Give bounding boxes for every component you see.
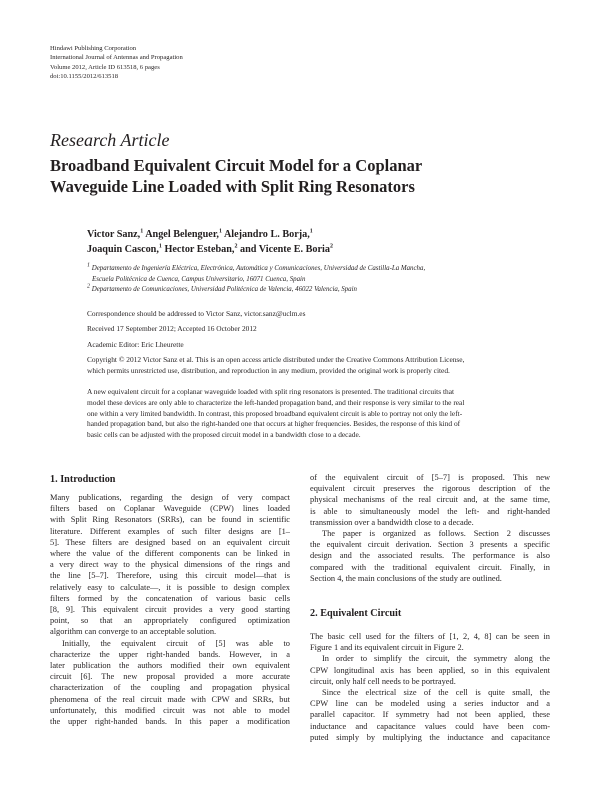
academic-editor: Academic Editor: Eric Lheurette [87,340,184,349]
body-text-line: later publication the authors modified their own equivalent [50,661,290,671]
affiliation-marker: 2 [329,243,333,250]
body-text-line: characterize the upper right-handed bands. However, in a [50,649,290,659]
correspondence: Correspondence should be addressed to Victor Sanz, victor.sanz@uclm.es [87,309,306,318]
body-text-line: point, so that an appropriately configured optimization [50,616,290,626]
body-text-line: Initially, the equivalent circuit of [5] was able to [62,638,290,648]
body-text-line: inductance and capacitance values could have been com- [310,721,550,731]
section-heading-equivalent-circuit: 2. Equivalent Circuit [310,608,402,619]
copyright-line: which permits unrestricted use, distribution, and reproduction in any medium, provided the original work is properly cited. [87,365,450,375]
body-text-line: CPW longitudinal axis has been applied, so in this equivalent [310,665,550,675]
body-text-line: transmission over a bandwidth close to a decade. [310,517,474,527]
journal-name: International Journal of Antennas and Propagation [50,54,183,62]
body-text-line: with Split Ring Resonators (SRRs), can be found in scientific [50,515,290,525]
affiliation-line [87,275,567,286]
body-text-line: Section 4, the main conclusions of the study are outlined. [310,573,502,583]
body-text-line: [8, 9]. This equivalent circuit provides a very good starting [50,605,290,615]
author-name: Hector Esteban, [164,243,235,255]
author-list [87,228,567,257]
body-text-line: Since the electrical size of the cell is quite small, the [322,688,550,698]
body-text-line: design and the associated results. The performance is also [310,551,550,561]
body-text-line: 5]. These filters are designed based on an equivalent circuit [50,537,290,547]
author-name: Angel Belenguer, [145,229,219,240]
affiliation-marker: 1 [158,243,162,250]
section-heading-introduction: 1. Introduction [50,474,116,485]
author-line [87,243,567,258]
article-type: Research Article [50,130,170,150]
affiliations [87,264,567,296]
body-text-line: In order to simplify the circuit, the symmetry along the [322,654,550,664]
body-text-line: filters formed by the concatenation of various basic cells [50,593,290,603]
body-text-line: filters based on Coplanar Waveguide (CPW) lines loaded [50,504,290,514]
abstract-line: A new equivalent circuit for a coplanar waveguide loaded with split ring resonators is presented. The traditional circuits that [87,387,455,396]
body-text-line: the line [5–7]. Therefore, using this circuit model—that is [50,571,290,581]
received-date: Received 17 September 2012; Accepted 16 October 2012 [87,324,257,333]
abstract-line: one within a very limited bandwidth. In contrast, this proposed broadband equivalent circuit is able to portray not only the left- [87,408,463,418]
affiliation-line [87,285,567,296]
body-text-line: where the value of the different components can be linked in [50,549,290,559]
body-text-line: the equivalent circuit derivation. Section 3 presents a specific [310,540,550,550]
body-text-line: physical mechanisms of the real circuit and, at the same time, [310,495,550,505]
affiliation-text: Departamento de Comunicaciones, Universidad Politécnica de Valencia, 46022 Valencia, Spain [91,286,357,293]
body-text-line: circuit, only half cell needs to be portrayed. [310,676,456,686]
affiliation-marker: 1 [140,228,144,235]
body-text-line: CPW line can be modeled using a series inductor and a [310,699,550,709]
volume-info: Volume 2012, Article ID 613518, 6 pages [50,63,160,71]
body-text-line: is able to simultaneously model the left- and right-handed [310,506,550,516]
affiliation-text: Escuela Politécnica de Cuenca, Campus Universitario, 16071 Cuenca, Spain [92,275,306,283]
affiliation-marker: 1 [309,228,313,235]
body-text-line: of the equivalent circuit of [5–7] is proposed. This new [310,473,550,482]
body-text-line: The basic cell used for the filters of [1, 2, 4, 8] can be seen in [310,632,550,641]
title-line: Waveguide Line Loaded with Split Ring Resonators [50,177,415,196]
publisher-name: Hindawi Publishing Corporation [50,45,137,52]
affiliation-marker: 1 [87,262,90,269]
author-line [87,228,567,243]
author-name: Victor Sanz, [87,229,141,240]
affiliation-marker: 1 [218,228,222,235]
abstract [87,387,567,441]
body-text-line: equivalent circuit preserves the rigorous description of the [310,484,550,494]
abstract-line: model these devices are only able to characterize the left-handed propagation band, and their response is very similar to the real [87,397,465,407]
author-name: and Vicente E. Boria [239,243,330,255]
publisher-header [50,44,350,81]
affiliation-marker: 2 [234,243,238,250]
body-text-line: characterization of the coupling and propagation physical [50,683,290,693]
doi[interactable]: doi:10.1155/2012/613518 [50,72,119,80]
affiliation-line [87,264,567,275]
body-text-line: The paper is organized as follows. Section 2 discusses [322,529,550,539]
body-text-line: relatively easy to calculate—, it is possible to design complex [50,582,290,592]
copyright-line: Copyright © 2012 Victor Sanz et al. This is an open access article distributed under the Creative Commons Attribution License, [87,355,465,364]
body-text-line: parallel capacitor. If symmetry had not been applied, these [310,710,550,720]
body-text-line: unfortunately, this modified circuit was not able to model [50,705,290,715]
body-text-line: a very direct way to the physical dimensions of the rings and [50,560,290,570]
affiliation-text: Departamento de Ingeniería Eléctrica, Electrónica, Automática y Comunicaciones, Universidad de Castilla-La Mancha, [91,265,426,272]
affiliation-marker: 2 [87,283,90,290]
body-text-line: literature. Different examples of such filter designs are [1– [50,526,290,536]
copyright-notice [87,355,567,376]
body-text-line: phenomena of the real circuit made with CPW and SRRs, but [50,694,290,704]
body-text-line: algorithm can converge to an acceptable solution. [50,627,217,637]
right-column-section-2 [310,631,550,743]
abstract-line: basic cells can be adjusted with the proposed circuit model in a bandwidth close to a decade. [87,430,361,440]
body-text-line: compared with the traditional equivalent circuit. Finally, in [310,562,550,572]
body-text-line: puted simply by multiplying the inductance and capacitance [310,732,550,742]
author-name: Alejandro L. Borja, [223,229,310,240]
paper-title [50,155,570,197]
title-line: Broadband Equivalent Circuit Model for a Coplanar [50,156,423,175]
body-text-line: the upper right-handed bands. In this paper a modification [50,717,290,727]
author-name: Joaquin Cascon, [87,243,159,255]
right-column [310,472,550,584]
abstract-line: handed propagation band, but also the right-handed one that occurs at higher frequencies. Besides, the response of this kind of [87,419,461,429]
left-column [50,492,290,727]
body-text-line: circuit [6]. The new proposal provided a more accurate [50,672,290,682]
body-text-line: Many publications, regarding the design of very compact [50,493,290,502]
body-text-line: Figure 1 and its equivalent circuit in Figure 2. [310,643,464,653]
